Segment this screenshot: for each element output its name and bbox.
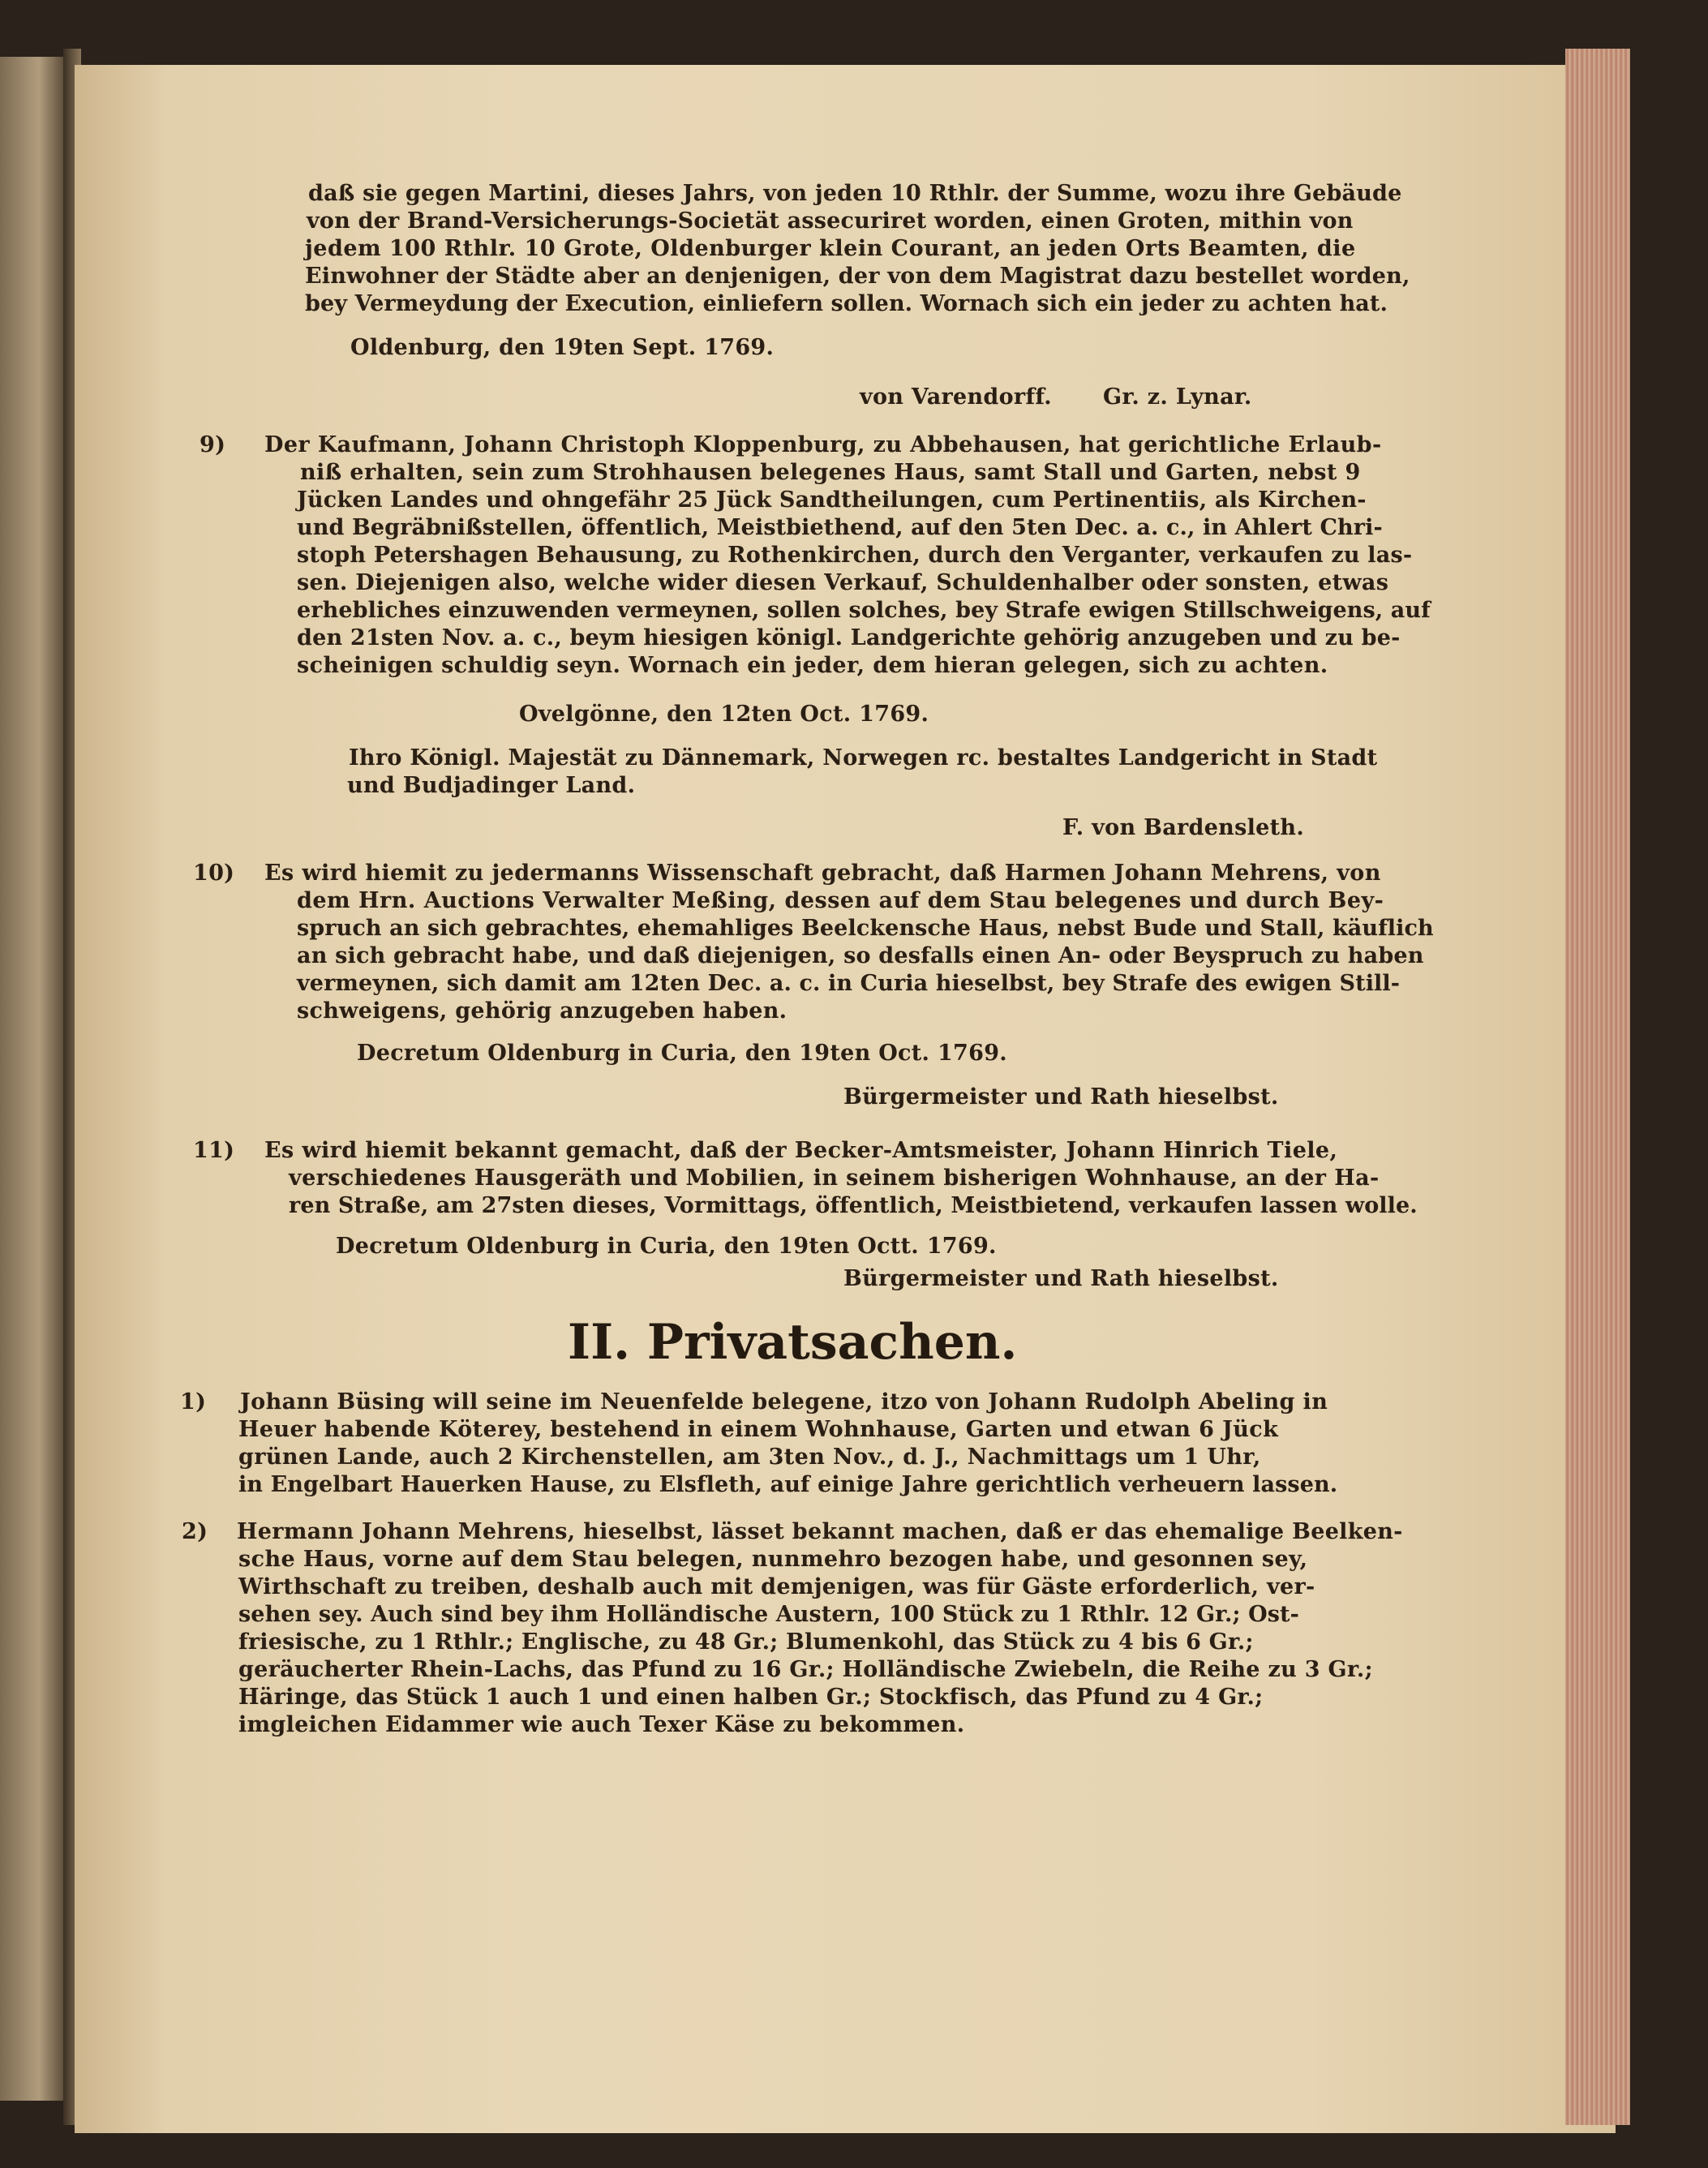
item-number: 11) (193, 1138, 235, 1163)
top-block-place-date: Oldenburg, den 19ten Sept. 1769. (350, 335, 775, 360)
item-9-line: den 21sten Nov. a. c., beym hiesigen königl. Landgerichte gehörig anzugeben und zu be- (297, 625, 1401, 650)
item-9-line: scheinigen schuldig seyn. Wornach ein jeder, dem hieran gelegen, sich zu achten. (297, 653, 1328, 678)
item-10-line: schweigens, gehörig anzugeben haben. (297, 998, 787, 1024)
item-9-line: Jücken Landes und ohngefähr 25 Jück Sandtheilungen, cum Pertinentiis, als Kirchen- (297, 487, 1367, 513)
item-9-line: niß erhalten, sein zum Strohhausen belegenes Haus, samt Stall und Garten, nebst 9 (300, 460, 1361, 485)
item-10-place-date: Decretum Oldenburg in Curia, den 19ten Oct. 1769. (357, 1041, 1007, 1066)
top-block-signature-left: von Varendorff. (860, 384, 1053, 410)
item-number: 2) (182, 1519, 208, 1544)
item-11-line: Es wird hiemit bekannt gemacht, daß der Becker-Amtsmeister, Johann Hinrich Tiele, (264, 1138, 1338, 1163)
item-10-signature: Bürgermeister und Rath hieselbst. (843, 1084, 1279, 1110)
priv-1-line: grünen Lande, auch 2 Kirchenstellen, am 3ten Nov., d. J., Nachmittags um 1 Uhr, (238, 1445, 1261, 1470)
top-block-line: Einwohner der Städte aber an denjenigen, der von dem Magistrat dazu bestellet worden, (305, 264, 1410, 289)
item-9-line: und Begräbnißstellen, öffentlich, Meistbiethend, auf den 5ten Dec. a. c., in Ahlert Chri- (297, 515, 1383, 540)
item-9-authority: und Budjadinger Land. (347, 773, 636, 798)
top-block-line: jedem 100 Rthlr. 10 Grote, Oldenburger klein Courant, an jeden Orts Beamten, die (305, 236, 1356, 261)
priv-1-line: in Engelbart Hauerken Hause, zu Elsfleth, auf einige Jahre gerichtlich verheuern lassen. (238, 1472, 1338, 1497)
item-9-line: Der Kaufmann, Johann Christoph Kloppenburg, zu Abbehausen, hat gerichtliche Erlaub- (264, 432, 1382, 457)
item-number: 9) (200, 432, 226, 457)
top-block-line: bey Vermeydung der Execution, einliefern sollen. Wornach sich ein jeder zu achten hat. (305, 291, 1388, 316)
item-10-line: spruch an sich gebrachtes, ehemahliges Beelckensche Haus, nebst Bude und Stall, käuflich (297, 916, 1434, 941)
priv-1-line: Johann Büsing will seine im Neuenfelde belegene, itzo von Johann Rudolph Abeling in (240, 1389, 1328, 1415)
item-10-line: dem Hrn. Auctions Verwalter Meßing, dessen auf dem Stau belegenes und durch Bey- (297, 888, 1384, 913)
priv-2-line: imgleichen Eidammer wie auch Texer Käse zu bekommen. (238, 1712, 965, 1737)
item-11-place-date: Decretum Oldenburg in Curia, den 19ten Octt. 1769. (336, 1234, 997, 1259)
priv-2-line: geräucherter Rhein-Lachs, das Pfund zu 16 Gr.; Holländische Zwiebeln, die Reihe zu 3 Gr.; (238, 1657, 1373, 1682)
item-10-line: Es wird hiemit zu jedermanns Wissenschaft gebracht, daß Harmen Johann Mehrens, von (264, 861, 1381, 886)
priv-2-line: Wirthschaft zu treiben, deshalb auch mit demjenigen, was für Gäste erforderlich, ver- (238, 1574, 1315, 1599)
item-number: 1) (180, 1389, 207, 1415)
item-9-signature: F. von Bardensleth. (1062, 815, 1305, 840)
item-11-line: ren Straße, am 27sten dieses, Vormittags, öffentlich, Meistbietend, verkaufen lassen wolle. (289, 1193, 1418, 1218)
item-9-place-date: Ovelgönne, den 12ten Oct. 1769. (519, 702, 929, 727)
page-block-edge (1565, 49, 1630, 2125)
priv-2-line: Hermann Johann Mehrens, hieselbst, lässet bekannt machen, daß er das ehemalige Beelken- (237, 1519, 1403, 1544)
priv-2-line: sche Haus, vorne auf dem Stau belegen, nunmehro bezogen habe, und gesonnen sey, (238, 1547, 1308, 1572)
top-block-line: von der Brand-Versicherungs-Societät assecuriret worden, einen Groten, mithin von (307, 208, 1354, 234)
section-heading: II. Privatsachen. (568, 1314, 1018, 1371)
top-block-signature-right: Gr. z. Lynar. (1103, 384, 1252, 410)
facing-page-edge (0, 57, 65, 2101)
item-9-line: stoph Petershagen Behausung, zu Rothenkirchen, durch den Verganter, verkaufen zu las- (297, 543, 1413, 568)
item-number: 10) (193, 861, 235, 886)
item-11-line: verschiedenes Hausgeräth und Mobilien, in seinem bisherigen Wohnhause, an der Ha- (289, 1166, 1380, 1191)
priv-2-line: Häringe, das Stück 1 auch 1 und einen halben Gr.; Stockfisch, das Pfund zu 4 Gr.; (238, 1685, 1264, 1710)
item-10-line: vermeynen, sich damit am 12ten Dec. a. c. in Curia hieselbst, bey Strafe des ewigen Still- (297, 971, 1401, 996)
priv-2-line: friesische, zu 1 Rthlr.; Englische, zu 48 Gr.; Blumenkohl, das Stück zu 4 bis 6 Gr.; (238, 1629, 1254, 1655)
item-9-line: erhebliches einzuwenden vermeynen, sollen solches, bey Strafe ewigen Stillschweigens, auf (297, 598, 1431, 623)
item-11-signature: Bürgermeister und Rath hieselbst. (843, 1266, 1279, 1291)
item-9-line: sen. Diejenigen also, welche wider diesen Verkauf, Schuldenhalber oder sonsten, etwas (297, 570, 1389, 595)
priv-2-line: sehen sey. Auch sind bey ihm Holländische Austern, 100 Stück zu 1 Rthlr. 12 Gr.; Ost- (238, 1602, 1299, 1627)
top-block-line: daß sie gegen Martini, dieses Jahrs, von jeden 10 Rthlr. der Summe, wozu ihre Gebäude (308, 181, 1402, 206)
priv-1-line: Heuer habende Köterey, bestehend in einem Wohnhause, Garten und etwan 6 Jück (238, 1417, 1279, 1442)
item-9-authority: Ihro Königl. Majestät zu Dännemark, Norwegen rc. bestaltes Landgericht in Stadt (349, 745, 1378, 771)
item-10-line: an sich gebracht habe, und daß diejenigen, so desfalls einen An- oder Beyspruch zu haben (297, 943, 1424, 968)
